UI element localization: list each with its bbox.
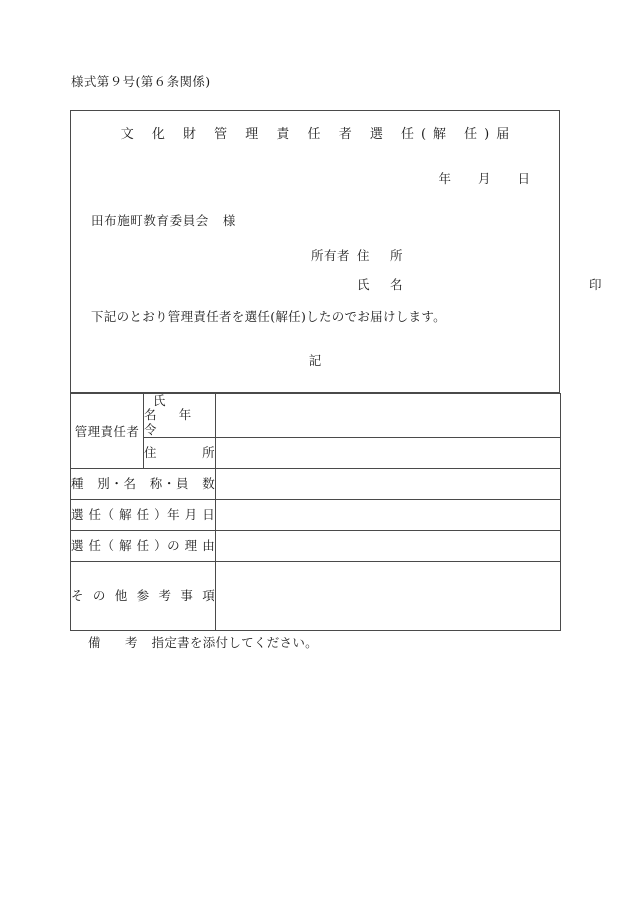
kind-name-count-value[interactable]	[216, 469, 561, 500]
table-row	[71, 500, 561, 531]
table-row	[71, 469, 561, 500]
table-row	[71, 531, 561, 562]
footnote	[88, 633, 318, 651]
table-row	[71, 438, 561, 469]
table-row	[71, 394, 561, 438]
page-title: 文 化 財 管 理 責 任 者 選 任(解 任)届	[120, 127, 517, 142]
table-row	[71, 562, 561, 631]
appointment-reason-label: 選 任（ 解 任 ）の 理 由	[71, 531, 216, 562]
manager-name-label: 氏 名	[144, 393, 205, 423]
other-notes-value[interactable]	[216, 562, 561, 631]
declaration-statement: 下記のとおり管理責任者を選任(解任)したのでお届けします。	[91, 309, 446, 324]
manager-group-label: 管理責任者	[71, 394, 144, 469]
appointment-date-value[interactable]	[216, 500, 561, 531]
date-month-label: 月	[477, 171, 492, 186]
manager-address-value[interactable]	[216, 438, 561, 469]
manager-name-age-label	[144, 393, 231, 438]
date-year-label: 年	[438, 171, 452, 186]
owner-group-label: 所有者	[311, 248, 351, 263]
addressee-honorific: 様	[222, 213, 237, 228]
manager-address-label: 住 所	[144, 438, 216, 469]
footnote-label: 備 考	[88, 635, 144, 650]
appointment-date-label: 選 任（ 解 任 ）年 月 日	[71, 500, 216, 531]
addressee-organization: 田布施町教育委員会	[91, 213, 209, 228]
form-number: 様式第９号(第６条関係)	[71, 74, 211, 89]
manager-name-age-value[interactable]	[216, 394, 561, 438]
owner-address-row	[311, 246, 407, 264]
ki-mark: 記	[308, 353, 322, 368]
form-table	[70, 393, 561, 631]
owner-address-label: 住 所	[357, 248, 407, 263]
kind-name-count-label: 種 別・名 称・員 数	[71, 469, 216, 500]
appointment-reason-value[interactable]	[216, 531, 561, 562]
addressee	[91, 211, 236, 229]
footnote-text: 指定書を添付してください。	[151, 635, 318, 650]
other-notes-label: そ の 他 参 考 事 項	[71, 562, 216, 631]
seal-mark: 印	[589, 277, 603, 292]
owner-block	[311, 246, 603, 304]
date-line	[438, 169, 531, 187]
owner-name-row	[311, 275, 603, 293]
owner-name-label: 氏 名	[357, 277, 407, 292]
manager-age-label: 年 令	[144, 407, 231, 437]
upper-declaration-box	[70, 110, 603, 393]
date-day-label: 日	[517, 171, 531, 186]
